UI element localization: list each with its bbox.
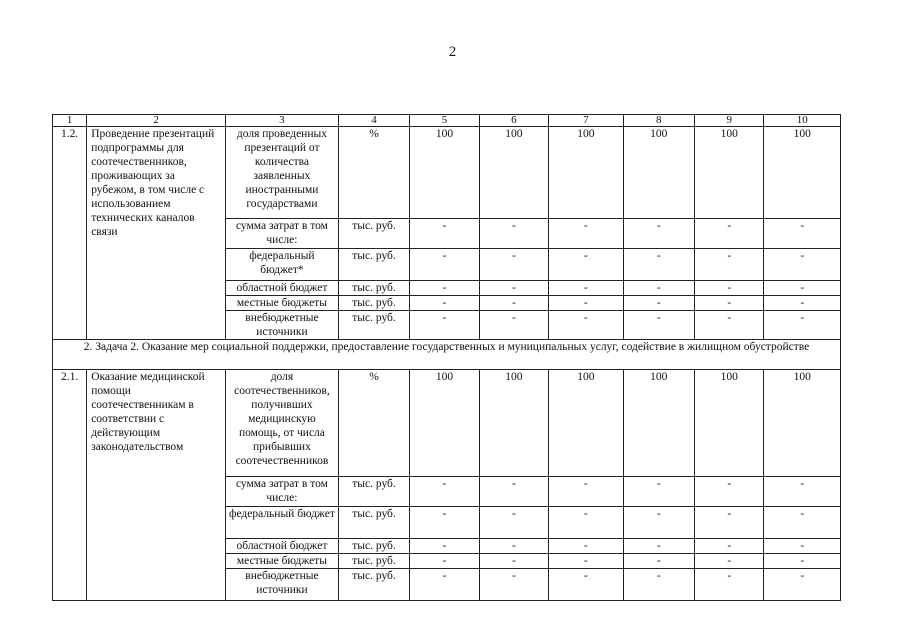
program-table: [52, 114, 841, 601]
value-cell: -: [479, 569, 548, 601]
value-cell: -: [764, 296, 841, 311]
indicator-name: федеральный бюджет: [226, 507, 339, 539]
value-cell: -: [410, 554, 479, 569]
indicator-name: местные бюджеты: [226, 554, 339, 569]
header-cell: 7: [549, 115, 623, 127]
value-cell: -: [410, 477, 479, 507]
table-header-row: [53, 115, 841, 127]
value-cell: -: [695, 311, 764, 340]
value-cell: -: [764, 219, 841, 249]
value-cell: 100: [410, 370, 479, 477]
value-cell: -: [764, 554, 841, 569]
indicator-name: доля проведенных презентаций от количества заявленных иностранными государствами: [226, 127, 339, 219]
value-cell: -: [695, 554, 764, 569]
indicator-name: внебюджетные источники: [226, 311, 339, 340]
value-cell: -: [410, 311, 479, 340]
value-cell: -: [623, 507, 694, 539]
value-cell: 100: [549, 127, 623, 219]
value-cell: -: [410, 296, 479, 311]
value-cell: -: [764, 281, 841, 296]
header-cell: 6: [479, 115, 548, 127]
value-cell: 100: [479, 370, 548, 477]
value-cell: 100: [623, 370, 694, 477]
header-cell: 3: [226, 115, 339, 127]
unit-cell: тыс. руб.: [338, 249, 409, 281]
value-cell: -: [695, 477, 764, 507]
value-cell: -: [764, 539, 841, 554]
unit-cell: тыс. руб.: [338, 569, 409, 601]
value-cell: -: [764, 311, 841, 340]
value-cell: -: [623, 554, 694, 569]
section-title: 2. Задача 2. Оказание мер социальной поддержки, предоставление государственных и муниципальных услуг, содействие в жилищном обустройстве: [53, 340, 841, 370]
indicator-name: доля соотечественников, получивших медицинскую помощь, от числа прибывших соотечественников: [226, 370, 339, 477]
header-cell: 5: [410, 115, 479, 127]
value-cell: -: [695, 219, 764, 249]
value-cell: 100: [623, 127, 694, 219]
value-cell: -: [549, 539, 623, 554]
value-cell: 100: [479, 127, 548, 219]
value-cell: -: [623, 477, 694, 507]
value-cell: -: [623, 281, 694, 296]
value-cell: -: [695, 296, 764, 311]
value-cell: -: [695, 281, 764, 296]
value-cell: -: [764, 507, 841, 539]
unit-cell: %: [338, 370, 409, 477]
value-cell: -: [549, 477, 623, 507]
value-cell: -: [410, 219, 479, 249]
value-cell: 100: [410, 127, 479, 219]
header-cell: 4: [338, 115, 409, 127]
header-cell: 10: [764, 115, 841, 127]
row-description: Оказание медицинской помощи соотечественникам в соответствии с действующим законодательством: [87, 370, 226, 601]
value-cell: -: [623, 219, 694, 249]
indicator-name: сумма затрат в том числе:: [226, 219, 339, 249]
value-cell: -: [549, 281, 623, 296]
value-cell: -: [695, 569, 764, 601]
value-cell: -: [410, 281, 479, 296]
value-cell: -: [549, 569, 623, 601]
value-cell: 100: [764, 370, 841, 477]
value-cell: -: [410, 569, 479, 601]
value-cell: 100: [695, 127, 764, 219]
indicator-name: федеральный бюджет*: [226, 249, 339, 281]
indicator-name: сумма затрат в том числе:: [226, 477, 339, 507]
value-cell: -: [549, 507, 623, 539]
value-cell: -: [764, 249, 841, 281]
value-cell: -: [623, 569, 694, 601]
table-row: [53, 127, 841, 219]
value-cell: -: [549, 296, 623, 311]
value-cell: -: [549, 219, 623, 249]
value-cell: -: [549, 311, 623, 340]
value-cell: 100: [549, 370, 623, 477]
value-cell: -: [479, 311, 548, 340]
value-cell: -: [410, 507, 479, 539]
value-cell: -: [479, 219, 548, 249]
value-cell: -: [410, 249, 479, 281]
unit-cell: тыс. руб.: [338, 507, 409, 539]
header-cell: 2: [87, 115, 226, 127]
value-cell: -: [623, 249, 694, 281]
value-cell: -: [695, 507, 764, 539]
value-cell: -: [479, 296, 548, 311]
indicator-name: местные бюджеты: [226, 296, 339, 311]
row-description: Проведение презентаций подпрограммы для соотечественников, проживающих за рубежом, в том числе с использованием технических каналов связи: [87, 127, 226, 340]
value-cell: -: [623, 539, 694, 554]
value-cell: -: [549, 249, 623, 281]
value-cell: -: [764, 477, 841, 507]
header-cell: 8: [623, 115, 694, 127]
value-cell: 100: [695, 370, 764, 477]
value-cell: -: [764, 569, 841, 601]
value-cell: -: [623, 296, 694, 311]
value-cell: -: [695, 539, 764, 554]
unit-cell: тыс. руб.: [338, 539, 409, 554]
unit-cell: тыс. руб.: [338, 219, 409, 249]
value-cell: -: [479, 539, 548, 554]
section-row: [53, 340, 841, 370]
header-cell: 1: [53, 115, 87, 127]
unit-cell: %: [338, 127, 409, 219]
value-cell: 100: [764, 127, 841, 219]
row-code: 1.2.: [53, 127, 87, 340]
row-code: 2.1.: [53, 370, 87, 601]
unit-cell: тыс. руб.: [338, 554, 409, 569]
value-cell: -: [479, 281, 548, 296]
value-cell: -: [479, 507, 548, 539]
indicator-name: областной бюджет: [226, 281, 339, 296]
header-cell: 9: [695, 115, 764, 127]
value-cell: -: [695, 249, 764, 281]
table-row: [53, 370, 841, 477]
value-cell: -: [479, 477, 548, 507]
value-cell: -: [479, 554, 548, 569]
value-cell: -: [623, 311, 694, 340]
value-cell: -: [479, 249, 548, 281]
page-number: 2: [448, 44, 457, 60]
value-cell: -: [549, 554, 623, 569]
indicator-name: областной бюджет: [226, 539, 339, 554]
value-cell: -: [410, 539, 479, 554]
unit-cell: тыс. руб.: [338, 296, 409, 311]
indicator-name: внебюджетные источники: [226, 569, 339, 601]
unit-cell: тыс. руб.: [338, 477, 409, 507]
unit-cell: тыс. руб.: [338, 281, 409, 296]
unit-cell: тыс. руб.: [338, 311, 409, 340]
